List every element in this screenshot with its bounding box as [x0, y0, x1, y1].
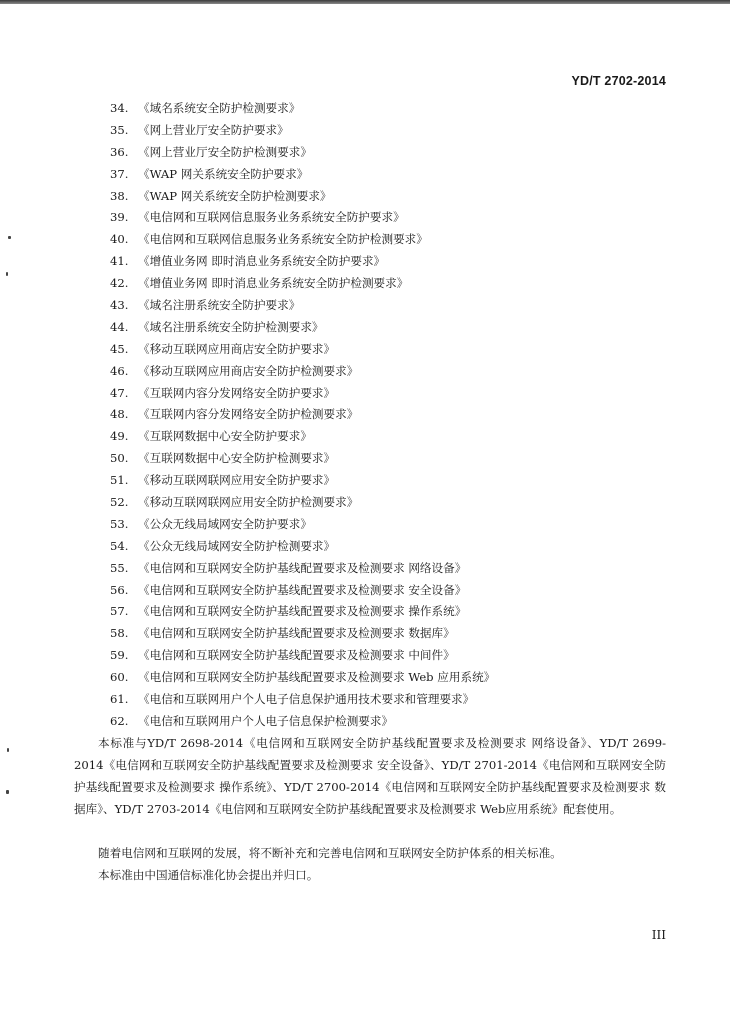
list-item-title: 《电信网和互联网安全防护基线配置要求及检测要求 网络设备》 [138, 560, 467, 575]
list-item [110, 186, 680, 208]
list-item-number: 51. [110, 473, 129, 488]
list-item-title: 《电信网和互联网信息服务业务系统安全防护要求》 [138, 210, 405, 225]
list-item-title: 《增值业务网 即时消息业务系统安全防护检测要求》 [138, 276, 409, 291]
list-item-title: 《电信网和互联网安全防护基线配置要求及检测要求 Web 应用系统》 [138, 670, 496, 685]
list-item [110, 251, 680, 273]
list-item-title: 《WAP 网关系统安全防护检测要求》 [138, 188, 332, 203]
list-item [110, 623, 680, 645]
list-item-number: 57. [110, 604, 129, 619]
list-item [110, 383, 680, 405]
list-item-title: 《公众无线局域网安全防护检测要求》 [138, 538, 336, 553]
list-item-number: 45. [110, 341, 129, 356]
scan-speck [6, 272, 8, 276]
list-item-number: 53. [110, 516, 129, 531]
list-item-number: 47. [110, 385, 129, 400]
list-item-title: 《移动互联网应用商店安全防护检测要求》 [138, 363, 359, 378]
list-item-title: 《网上营业厅安全防护检测要求》 [138, 144, 312, 159]
list-item-title: 《电信网和互联网安全防护基线配置要求及检测要求 中间件》 [138, 648, 455, 663]
list-item-title: 《移动互联网联网应用安全防护要求》 [138, 473, 336, 488]
list-item-number: 54. [110, 538, 129, 553]
list-item [110, 689, 680, 711]
list-item-number: 49. [110, 429, 129, 444]
list-item [110, 229, 680, 251]
list-item-number: 38. [110, 188, 129, 203]
list-item-number: 35. [110, 122, 129, 137]
list-item-title: 《电信网和互联网安全防护基线配置要求及检测要求 数据库》 [138, 626, 455, 641]
list-item-title: 《公众无线局域网安全防护要求》 [138, 516, 312, 531]
list-item-title: 《互联网数据中心安全防护要求》 [138, 429, 312, 444]
list-item [110, 536, 680, 558]
list-item-title: 《电信网和互联网安全防护基线配置要求及检测要求 操作系统》 [138, 604, 467, 619]
list-item-title: 《移动互联网应用商店安全防护要求》 [138, 341, 336, 356]
list-item-number: 59. [110, 648, 129, 663]
list-item-title: 《电信网和互联网信息服务业务系统安全防护检测要求》 [138, 232, 428, 247]
list-item-number: 58. [110, 626, 129, 641]
list-item [110, 492, 680, 514]
list-item-number: 39. [110, 210, 129, 225]
list-item [110, 645, 680, 667]
list-item-number: 52. [110, 495, 129, 510]
list-item-number: 41. [110, 254, 129, 269]
list-item-title: 《互联网数据中心安全防护检测要求》 [138, 451, 336, 466]
list-item-number: 56. [110, 582, 129, 597]
list-item-title: 《移动互联网联网应用安全防护检测要求》 [138, 495, 359, 510]
list-item [110, 404, 680, 426]
list-item [110, 601, 680, 623]
paragraph-proposer: 本标准由中国通信标准化协会提出并归口。 [98, 868, 319, 882]
list-item [110, 470, 680, 492]
list-item [110, 339, 680, 361]
list-item [110, 361, 680, 383]
list-item-number: 43. [110, 298, 129, 313]
list-item [110, 317, 680, 339]
list-item-title: 《域名系统安全防护检测要求》 [138, 101, 301, 115]
scan-speck [8, 236, 11, 239]
list-item-title: 《电信和互联网用户个人电子信息保护检测要求》 [138, 713, 394, 728]
list-item-number: 34. [110, 101, 129, 115]
page-number: III [651, 928, 666, 942]
list-item-title: 《WAP 网关系统安全防护要求》 [138, 166, 309, 181]
list-item-title: 《电信网和互联网安全防护基线配置要求及检测要求 安全设备》 [138, 582, 467, 597]
list-item [110, 426, 680, 448]
list-item-number: 42. [110, 276, 129, 291]
scan-speck [7, 748, 9, 752]
list-item [110, 558, 680, 580]
list-item [110, 120, 680, 142]
list-item-number: 40. [110, 232, 129, 247]
standard-code: YD/T 2702-2014 [571, 74, 666, 88]
list-item-title: 《增值业务网 即时消息业务系统安全防护要求》 [138, 254, 386, 269]
list-item-number: 62. [110, 713, 129, 728]
list-item [110, 142, 680, 164]
list-item-number: 60. [110, 670, 129, 685]
list-item-number: 36. [110, 144, 129, 159]
list-item-title: 《域名注册系统安全防护要求》 [138, 298, 301, 313]
list-item [110, 711, 680, 733]
list-item [110, 164, 680, 186]
list-item-title: 《互联网内容分发网络安全防护要求》 [138, 385, 336, 400]
list-item-title: 《电信和互联网用户个人电子信息保护通用技术要求和管理要求》 [138, 692, 475, 707]
top-rule [0, 0, 730, 4]
list-item [110, 514, 680, 536]
list-item-number: 48. [110, 407, 129, 422]
list-item [110, 448, 680, 470]
list-item-number: 61. [110, 692, 129, 707]
list-item [110, 295, 680, 317]
list-item-title: 《域名注册系统安全防护检测要求》 [138, 319, 324, 334]
list-item-title: 《互联网内容分发网络安全防护检测要求》 [138, 407, 359, 422]
paragraph-future-standards: 随着电信网和互联网的发展，将不断补充和完善电信网和互联网安全防护体系的相关标准。 [98, 846, 562, 860]
list-item-number: 55. [110, 560, 129, 575]
list-item-title: 《网上营业厅安全防护要求》 [138, 122, 289, 137]
list-item [110, 667, 680, 689]
list-item [110, 580, 680, 602]
list-item-number: 46. [110, 363, 129, 378]
list-item [110, 98, 680, 120]
list-item-number: 44. [110, 319, 129, 334]
list-item-number: 50. [110, 451, 129, 466]
list-item [110, 273, 680, 295]
paragraph-companion-standards: 本标准与YD/T 2698-2014《电信网和互联网安全防护基线配置要求及检测要求 网络设备》、YD/T 2699-2014《电信网和互联网安全防护基线配置要求及检测要求 安全设备》、YD/T 2701-2014《电信网和互联网安全防护基线配置要求及检测要求 操作系统》、YD/T 2700-2014《电信网和互联网安全防护基线配置要求及检测要求 数据库》、YD/T 2703-2014《电信网和互联网安全防护基线配置要求及检测要求 Web应用系统》配套使用。 [74, 736, 666, 816]
list-item-number: 37. [110, 166, 129, 181]
list-item [110, 207, 680, 229]
standard-list [110, 98, 680, 733]
scan-speck [6, 790, 9, 794]
